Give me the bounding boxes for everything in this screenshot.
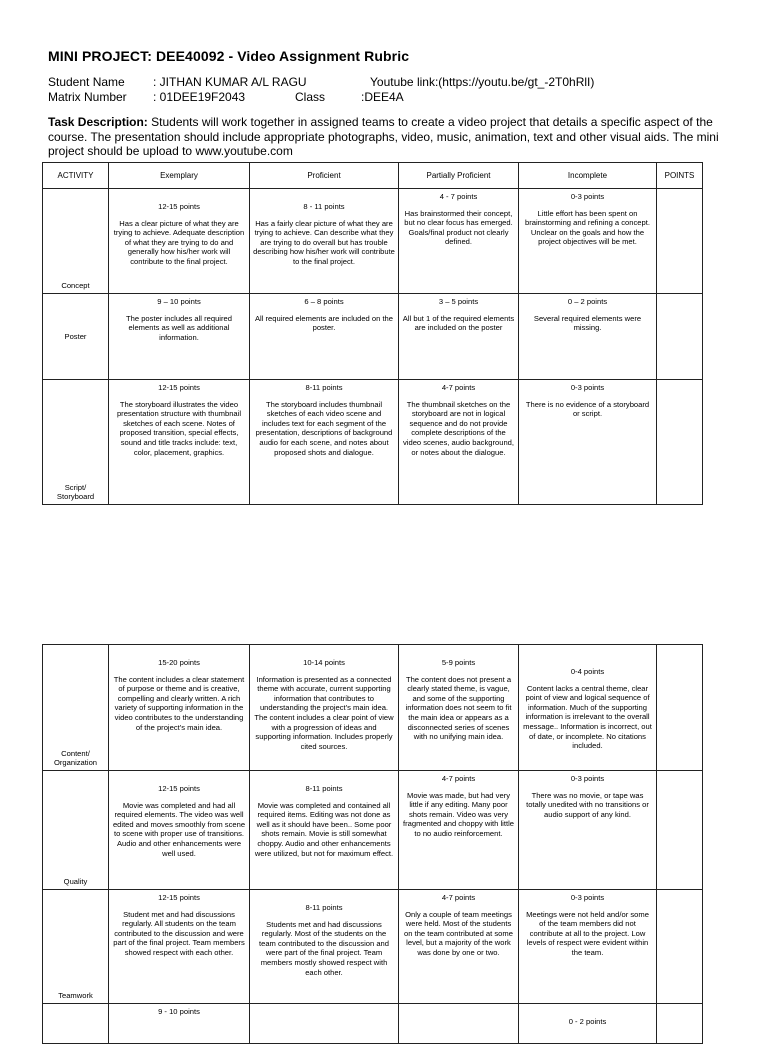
- header-activity: ACTIVITY: [43, 163, 109, 189]
- student-name-label: Student Name: [48, 75, 125, 89]
- criteria-text: Student met and had discussions regularly. All students on the team contributed to the discussion and were part of the final project. Team members showed respect with each other.: [113, 909, 245, 957]
- points-input-cell[interactable]: [657, 294, 703, 380]
- criteria-cell: [109, 645, 250, 771]
- activity-content-organization: Content/ Organization: [43, 645, 109, 771]
- criteria-cell: [250, 189, 399, 294]
- points-range: 4-7 points: [441, 774, 476, 783]
- criteria-text: Meetings were not held and/or some of the team members did not contribute at all to the project. Low levels of respect were evident within the team.: [526, 909, 649, 957]
- criteria-text: Only a couple of team meetings were held. Most of the students on the team contributed at some level, but a majority of the work was done by one or two.: [404, 909, 513, 957]
- criteria-text: The storyboard illustrates the video presentation structure with thumbnail sketches of each scene. Notes of proposed transition, special effects, sound and title tracks include: text, color, placement, graphics.: [116, 399, 242, 457]
- criteria-text: The thumbnail sketches on the storyboard are not in logical sequence and do not provide complete descriptions of the video scenes, audio background, or notes about the dialogue.: [402, 399, 515, 457]
- task-description: [48, 115, 728, 159]
- header-row: [43, 163, 703, 189]
- points-range: 0 – 2 points: [567, 297, 608, 306]
- points-range: 12-15 points: [158, 893, 200, 902]
- criteria-text: The content does not present a clearly stated theme, is vague, and some of the supporting information does not seem to fit the main idea or appears as a disconnected series of scenes with no unifying main idea.: [405, 674, 512, 742]
- points-input-cell[interactable]: [657, 189, 703, 294]
- class-label: Class: [295, 90, 326, 104]
- criteria-cell: [399, 645, 519, 771]
- criteria-cell: [399, 189, 519, 294]
- criteria-text: The content includes a clear statement of purpose or theme and is creative, compelling and clearly written. A rich variety of supporting information in the video contributes to the understanding of the project's main idea.: [113, 674, 245, 732]
- points-range: 0-3 points: [570, 893, 605, 902]
- points-range: 3 – 5 points: [438, 297, 479, 306]
- points-range: 0-3 points: [570, 192, 605, 201]
- criteria-cell: [109, 771, 250, 890]
- criteria-text: Several required elements were missing.: [533, 313, 642, 333]
- criteria-text: There is no evidence of a storyboard or script.: [525, 399, 650, 419]
- points-range: 10-14 points: [303, 658, 345, 667]
- points-range: 8 - 11 points: [303, 202, 345, 211]
- points-range: 8-11 points: [305, 784, 343, 793]
- points-range: 8-11 points: [305, 903, 343, 912]
- table-row: [43, 645, 703, 771]
- task-description-label: Task Description:: [48, 115, 148, 129]
- activity-teamwork: Teamwork: [43, 890, 109, 1004]
- class-value: :DEE4A: [361, 90, 404, 104]
- points-range: 9 - 10 points: [158, 1007, 200, 1016]
- points-range: 9 – 10 points: [157, 297, 201, 306]
- criteria-text: Has a fairly clear picture of what they are trying to achieve. Can describe what they are trying to do overall but has trouble describing how his/her work will contribute to the final project.: [253, 218, 395, 266]
- criteria-text: Information is presented as a connected theme with accurate, current supporting information that contributes to understanding the project's main idea. The content includes a clear point of view with a progression of ideas and supporting information. Includes properly cited sources.: [254, 674, 394, 751]
- criteria-text: Students met and had discussions regularly. Most of the students on the team contributed to the discussion and were part of the final project. Team members mostly showed respect with each other.: [258, 919, 390, 977]
- criteria-cell: [399, 890, 519, 1004]
- criteria-cell: [519, 771, 657, 890]
- youtube-link[interactable]: Youtube link:(https://youtu.be/gt_-2T0hRlI): [370, 75, 595, 89]
- points-range: 4 - 7 points: [439, 192, 478, 201]
- criteria-text: Little effort has been spent on brainstorming and refining a concept. Unclear on the goals and how the project objectives will be met.: [525, 208, 650, 247]
- criteria-text: Has brainstormed their concept, but no clear focus has emerged. Goals/final product not clearly defined.: [404, 208, 513, 247]
- criteria-cell: [250, 890, 399, 1004]
- points-range: 0-3 points: [570, 383, 605, 392]
- criteria-text: Has a clear picture of what they are trying to achieve. Adequate description of what they are trying to do and generally how his/her work will contribute to the final project.: [113, 218, 245, 266]
- points-range: 12-15 points: [158, 784, 200, 793]
- criteria-text: All required elements are included on the poster.: [254, 313, 394, 333]
- points-range: 4-7 points: [441, 893, 476, 902]
- points-range: 8-11 points: [305, 383, 343, 392]
- criteria-cell: [519, 380, 657, 505]
- points-range: 0-4 points: [570, 667, 605, 676]
- activity-quality: Quality: [43, 771, 109, 890]
- header-incomplete: Incomplete: [519, 163, 657, 189]
- points-input-cell[interactable]: [657, 380, 703, 505]
- matrix-number-value: : 01DEE19F2043: [153, 90, 246, 104]
- criteria-text: There was no movie, or tape was totally unedited with no transitions or audio support of any kind.: [526, 790, 649, 819]
- criteria-cell: [519, 294, 657, 380]
- table-row: [43, 380, 703, 505]
- criteria-text: Content lacks a central theme, clear point of view and logical sequence of information. Much of the supporting information is irrelevant to the overall message.. Information is incorrect, out of date, or incomplete. No citations included.: [523, 683, 652, 751]
- student-name-value: : JITHAN KUMAR A/L RAGU: [153, 75, 307, 89]
- points-range: 15-20 points: [158, 658, 200, 667]
- criteria-cell: [109, 380, 250, 505]
- criteria-text: The storyboard includes thumbnail sketches of each video scene and includes text for each segment of the presentation, descriptions of background audio for each scene, and notes about proposed shots and dialogue.: [255, 399, 393, 457]
- points-range: 5-9 points: [441, 658, 476, 667]
- criteria-cell: [519, 189, 657, 294]
- points-range: 4-7 points: [441, 383, 476, 392]
- points-range: 0 - 2 points: [568, 1017, 607, 1026]
- criteria-cell: [250, 294, 399, 380]
- criteria-text: Movie was made, but had very little if any editing. Many poor shots remain. Video was very fragmented and choppy with little to no audio reinforcement.: [402, 790, 515, 838]
- task-description-text: Students will work together in assigned teams to create a video project that details a specific aspect of the course. The presentation should include appropriate photographs, video, music, animation, text and other visual aids. The mini project should be upload to www.youtube.com: [48, 115, 719, 158]
- criteria-text: The poster includes all required elements as well as additional information.: [126, 313, 232, 342]
- table-row: [43, 294, 703, 380]
- points-input-cell[interactable]: [657, 645, 703, 771]
- criteria-cell: [250, 771, 399, 890]
- table-row: [43, 890, 703, 1004]
- points-input-cell[interactable]: [657, 771, 703, 890]
- criteria-cell: [109, 189, 250, 294]
- table-row: [43, 771, 703, 890]
- header-exemplary: Exemplary: [109, 163, 250, 189]
- criteria-cell: [109, 890, 250, 1004]
- points-range: 6 – 8 points: [304, 297, 344, 306]
- header-points: POINTS: [657, 163, 703, 189]
- criteria-cell: [399, 294, 519, 380]
- page-title: MINI PROJECT: DEE40092 - Video Assignment Rubric: [48, 48, 410, 64]
- header-partially-proficient: Partially Proficient: [399, 163, 519, 189]
- activity-script-storyboard: Script/ Storyboard: [43, 380, 109, 505]
- activity-poster: Poster: [43, 294, 109, 380]
- criteria-cell: [399, 380, 519, 505]
- points-input-cell[interactable]: [657, 890, 703, 1004]
- rubric-table-2: [42, 644, 703, 1044]
- points-range: 0-3 points: [570, 774, 605, 783]
- criteria-cell: [250, 380, 399, 505]
- rubric-table-1: [42, 162, 703, 505]
- matrix-number-label: Matrix Number: [48, 90, 127, 104]
- criteria-cell: [519, 890, 657, 1004]
- table-row: [43, 189, 703, 294]
- criteria-cell: [109, 294, 250, 380]
- criteria-text: Movie was completed and had all required elements. The video was well edited and moves smoothly from scene to scene with proper use of transitions. Audio and other enhancements were well used.: [112, 800, 246, 858]
- criteria-cell: [519, 645, 657, 771]
- criteria-text: All but 1 of the required elements are included on the poster: [402, 313, 515, 333]
- criteria-cell: [250, 645, 399, 771]
- criteria-cell: [399, 771, 519, 890]
- header-proficient: Proficient: [250, 163, 399, 189]
- activity-concept: Concept: [43, 189, 109, 294]
- criteria-text: Movie was completed and contained all required items. Editing was not done as well as it should have been.. Some poor shots remain. Movie is still somewhat choppy. Audio and other enhancements were utilized, but not for maximum effect.: [254, 800, 394, 858]
- points-range: 12-15 points: [158, 202, 200, 211]
- points-range: 12-15 points: [158, 383, 200, 392]
